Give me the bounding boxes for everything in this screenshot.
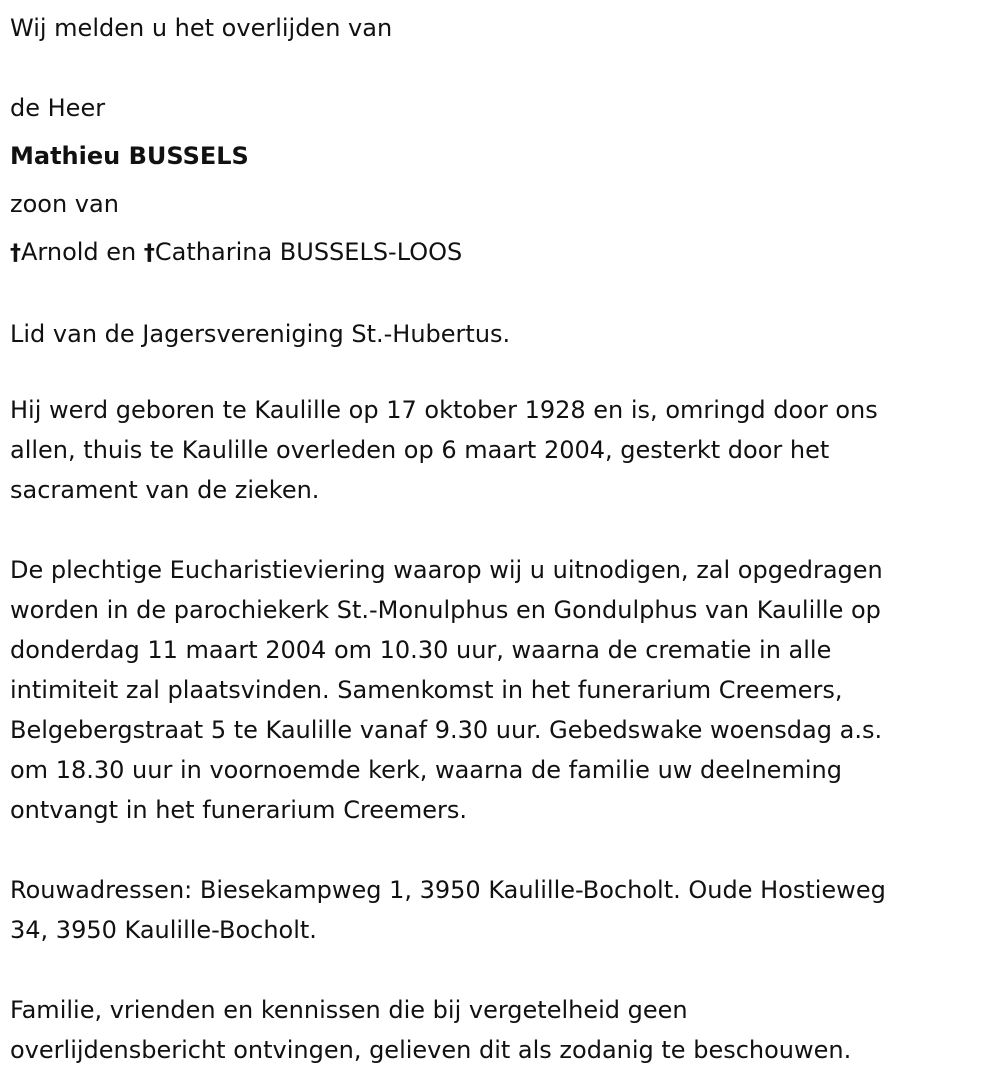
parents-line bbox=[10, 228, 990, 278]
ceremony-paragraph bbox=[10, 550, 990, 830]
paragraph-line: intimiteit zal plaatsvinden. Samenkomst in het funerarium Creemers, bbox=[10, 676, 843, 704]
paragraph-line: ontvangt in het funerarium Creemers. bbox=[10, 796, 467, 824]
paragraph-line: allen, thuis te Kaulille overleden op 6 maart 2004, gesterkt door het bbox=[10, 436, 830, 464]
paragraph-line: Familie, vrienden en kennissen die bij vergetelheid geen bbox=[10, 996, 688, 1024]
birth-death-paragraph bbox=[10, 390, 990, 510]
paragraph-line: worden in de parochiekerk St.-Monulphus en Gondulphus van Kaulille op bbox=[10, 596, 881, 624]
paragraph-line: om 18.30 uur in voornoemde kerk, waarna de familie uw deelneming bbox=[10, 756, 842, 784]
cross-icon: † bbox=[10, 241, 21, 266]
paragraph-line: 34, 3950 Kaulille-Bocholt. bbox=[10, 916, 317, 944]
mother-name: Catharina BUSSELS-LOOS bbox=[154, 238, 463, 266]
paragraph-line: overlijdensbericht ontvingen, gelieven dit als zodanig te beschouwen. bbox=[10, 1036, 852, 1064]
paragraph-line: Hij werd geboren te Kaulille op 17 oktober 1928 en is, omringd door ons bbox=[10, 396, 878, 424]
paragraph-line: Rouwadressen: Biesekampweg 1, 3950 Kaulille-Bocholt. Oude Hostieweg bbox=[10, 876, 886, 904]
relation-text: zoon van bbox=[10, 190, 119, 218]
membership-text: Lid van de Jagersvereniging St.-Hubertus. bbox=[10, 320, 511, 348]
father-name: Arnold en bbox=[21, 238, 144, 266]
paragraph-line: donderdag 11 maart 2004 om 10.30 uur, waarna de crematie in alle bbox=[10, 636, 832, 664]
closing-paragraph bbox=[10, 990, 990, 1070]
paragraph-line: De plechtige Eucharistieviering waarop wij u uitnodigen, zal opgedragen bbox=[10, 556, 883, 584]
deceased-name: Mathieu BUSSELS bbox=[10, 142, 249, 170]
paragraph-line: Belgebergstraat 5 te Kaulille vanaf 9.30 uur. Gebedswake woensdag a.s. bbox=[10, 716, 883, 744]
cross-icon: † bbox=[143, 241, 155, 266]
paragraph-line: sacrament van de zieken. bbox=[10, 476, 320, 504]
intro-text: Wij melden u het overlijden van bbox=[10, 14, 393, 42]
addresses-paragraph bbox=[10, 870, 990, 950]
title-prefix: de Heer bbox=[10, 94, 106, 122]
